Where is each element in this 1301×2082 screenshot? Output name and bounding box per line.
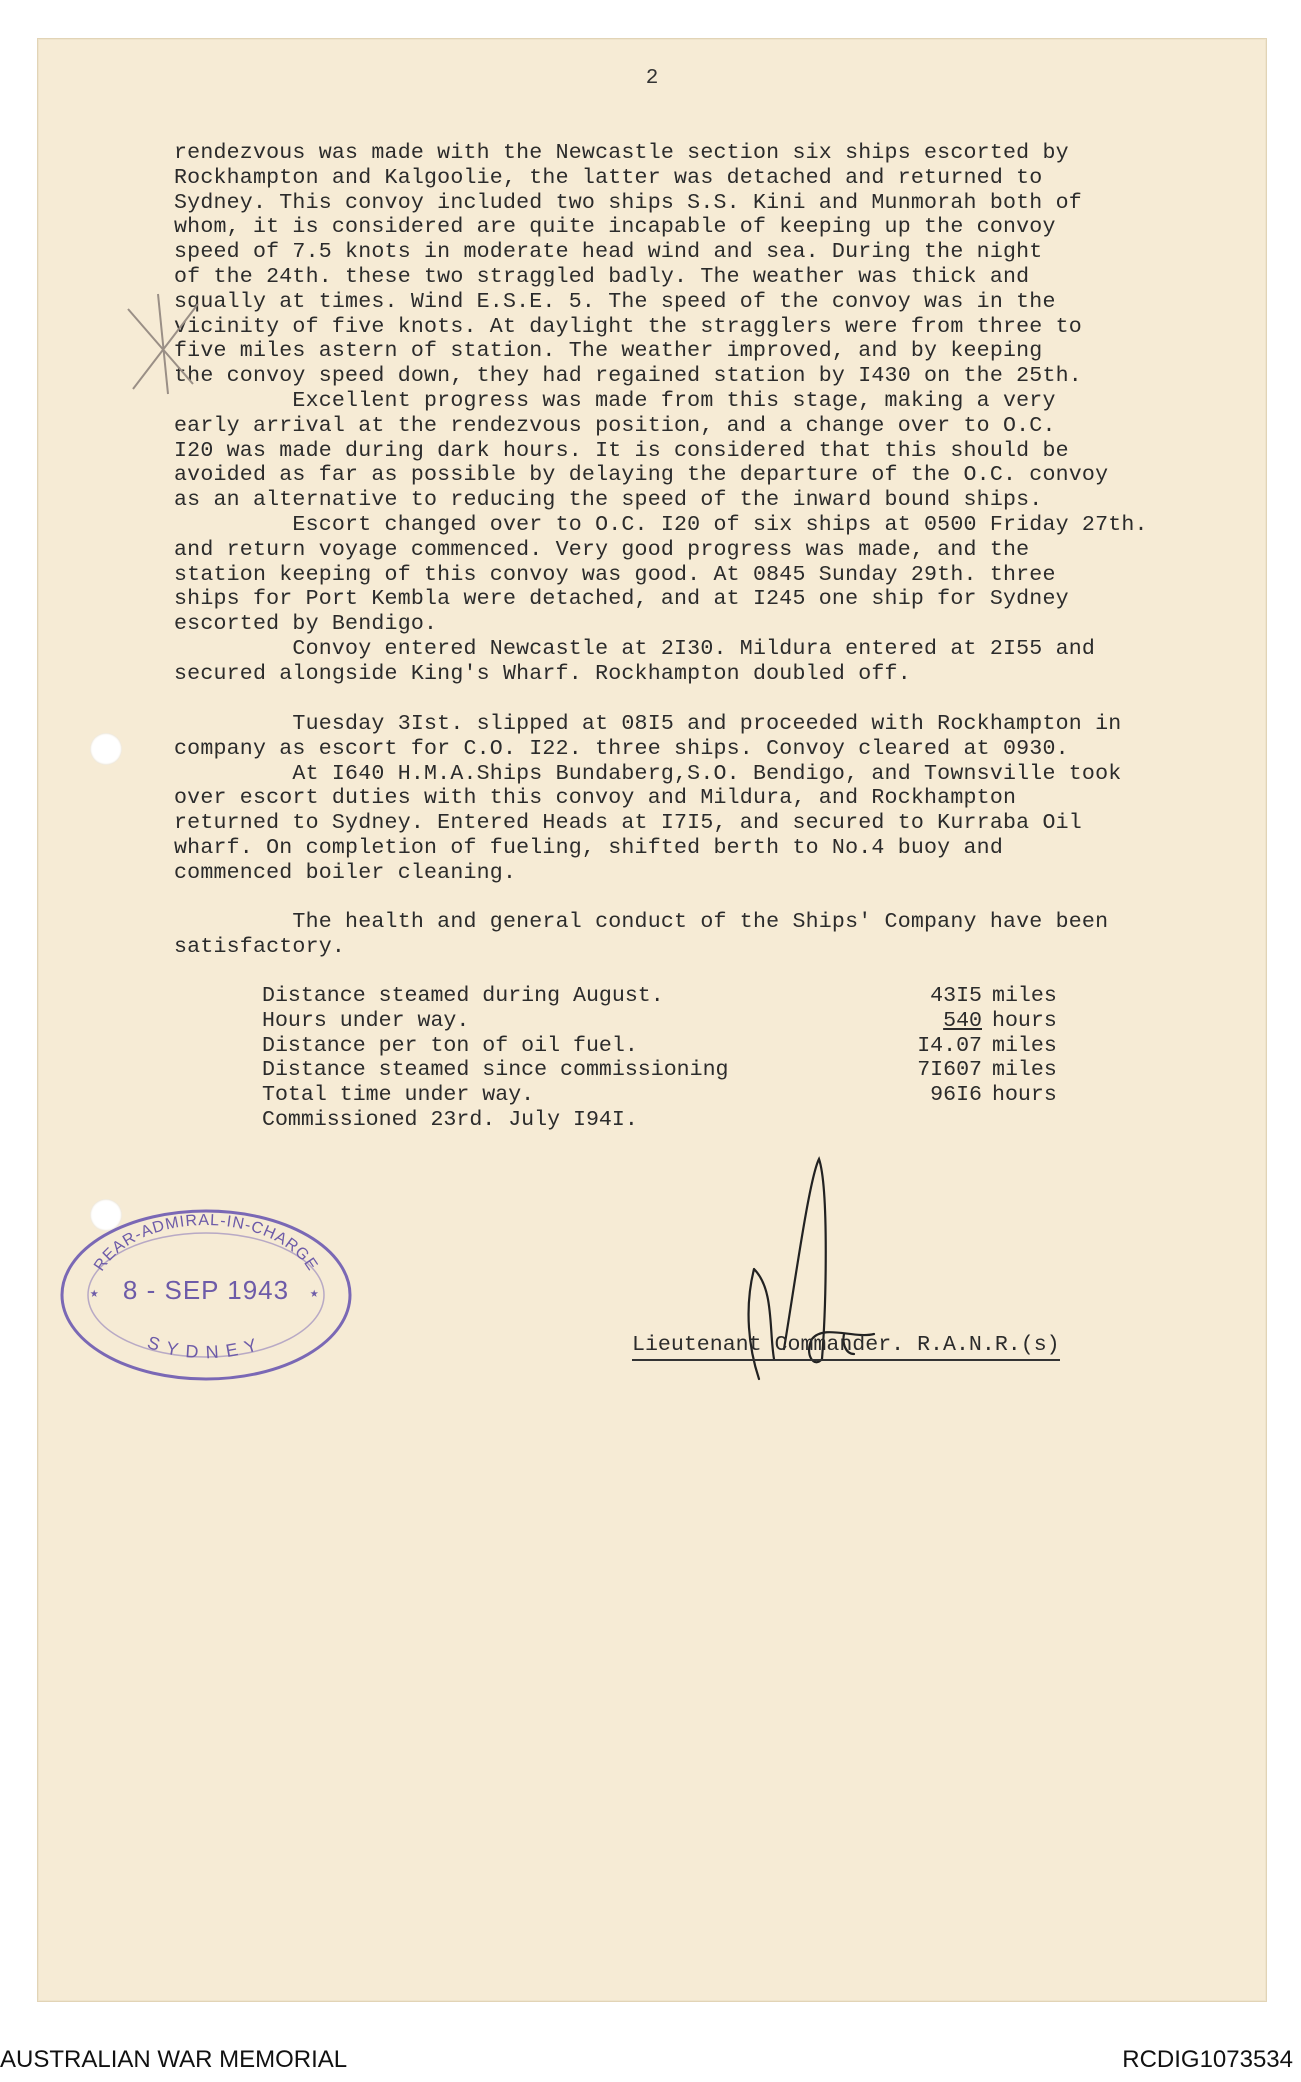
stat-unit: miles [992,1058,1057,1083]
stat-unit: hours [992,1008,1057,1033]
stat-label: Distance steamed during August. [262,984,664,1008]
svg-text:★: ★ [310,1286,319,1302]
archive-name: AUSTRALIAN WAR MEMORIAL [0,2046,348,2073]
stat-value: 43I5 [930,984,982,1008]
received-stamp [56,1205,356,1385]
stat-unit: miles [992,1033,1057,1058]
paragraph-health: The health and general conduct of the Ships' Company have been satisfactory. [174,910,1109,959]
svg-text:SYDNEY [145,1332,267,1362]
paragraph-return-voyage: Escort changed over to O.C. I20 of six ships at 0500 Friday 27th. and return voyage commenced. Very good progress was made, and the station keeping of this convoy was good. At 0845 Sunday 29th. three ships for Port Kembla were detached, and at I245 one ship for Sydney escorted by Bendigo. [174,513,1148,637]
stat-label: Distance per ton of oil fuel. [262,1033,638,1058]
signature-title: Lieutenant Commander. R.A.N.R.(s) [632,1333,1060,1361]
stat-label: Hours under way. [262,1008,470,1033]
stat-value: 540 [943,1008,982,1033]
punch-hole [90,733,122,765]
paragraph-convoy-outbound: rendezvous was made with the Newcastle section six ships escorted by Rockhampton and Kalgoolie, the latter was detached and returned to Sydney. This convoy included two ships S.S. Kini and Munmorah both of whom, it is considered are quite incapable of keeping up the convoy speed of 7.5 knots in moderate head wind and sea. During the night of the 24th. these two straggled badly. The weather was thick and squally at times. Wind E.S.E. 5. The speed of the convoy was in the vicinity of five knots. At daylight the stragglers were from three to five miles astern of station. The weather improved, and by keeping the convoy speed down, they had regained station by I430 on the 25th. [174,141,1082,389]
stat-value: I4.07 [917,1033,982,1058]
stat-value: 96I6 [930,1083,982,1108]
stat-unit: miles [992,984,1057,1008]
stat-label: Distance steamed since commissioning [262,1058,729,1083]
stamp-top-text: REAR-ADMIRAL-IN-CHARGE [91,1211,321,1275]
stamp-bottom-text: SYDNEY [144,1332,268,1363]
stat-label: Commissioned 23rd. July I94I. [262,1107,638,1132]
stat-label: Total time under way. [262,1083,535,1108]
archive-reference: RCDIG1073534 [1122,2046,1293,2073]
svg-text:★: ★ [90,1286,99,1302]
page-number: 2 [645,67,659,90]
marginal-cross-mark [118,289,208,399]
paragraph-newcastle: Convoy entered Newcastle at 2I30. Mildura entered at 2I55 and secured alongside King's Wharf. Rockhampton doubled off. [174,637,1096,686]
paragraph-tuesday: Tuesday 3Ist. slipped at 08I5 and proceeded with Rockhampton in company as escort for C.O. I22. three ships. Convoy cleared at 0930. At I640 H.M.A.Ships Bundaberg,S.O. Bendigo, and Townsville took over escort duties with this convoy and Mildura, and Rockhampton returned to Sydney. Entered Heads at I7I5, and secured to Kurraba Oil wharf. On completion of fueling, shifted berth to No.4 buoy and commenced boiler cleaning. [174,712,1122,885]
svg-text:REAR-ADMIRAL-IN-CHARGE [91,1212,321,1274]
stamp-date: 8 - SEP 1943 [122,1275,290,1305]
paragraph-rendezvous: Excellent progress was made from this stage, making a very early arrival at the rendezvous position, and a change over to O.C. I20 was made during dark hours. It is considered that this should be avoided as far as possible by delaying the departure of the O.C. convoy as an alternative to reducing the speed of the inward bound ships. [174,389,1109,513]
stat-value: 7I607 [917,1058,982,1083]
document-page [37,38,1267,2002]
stat-unit: hours [992,1083,1057,1108]
